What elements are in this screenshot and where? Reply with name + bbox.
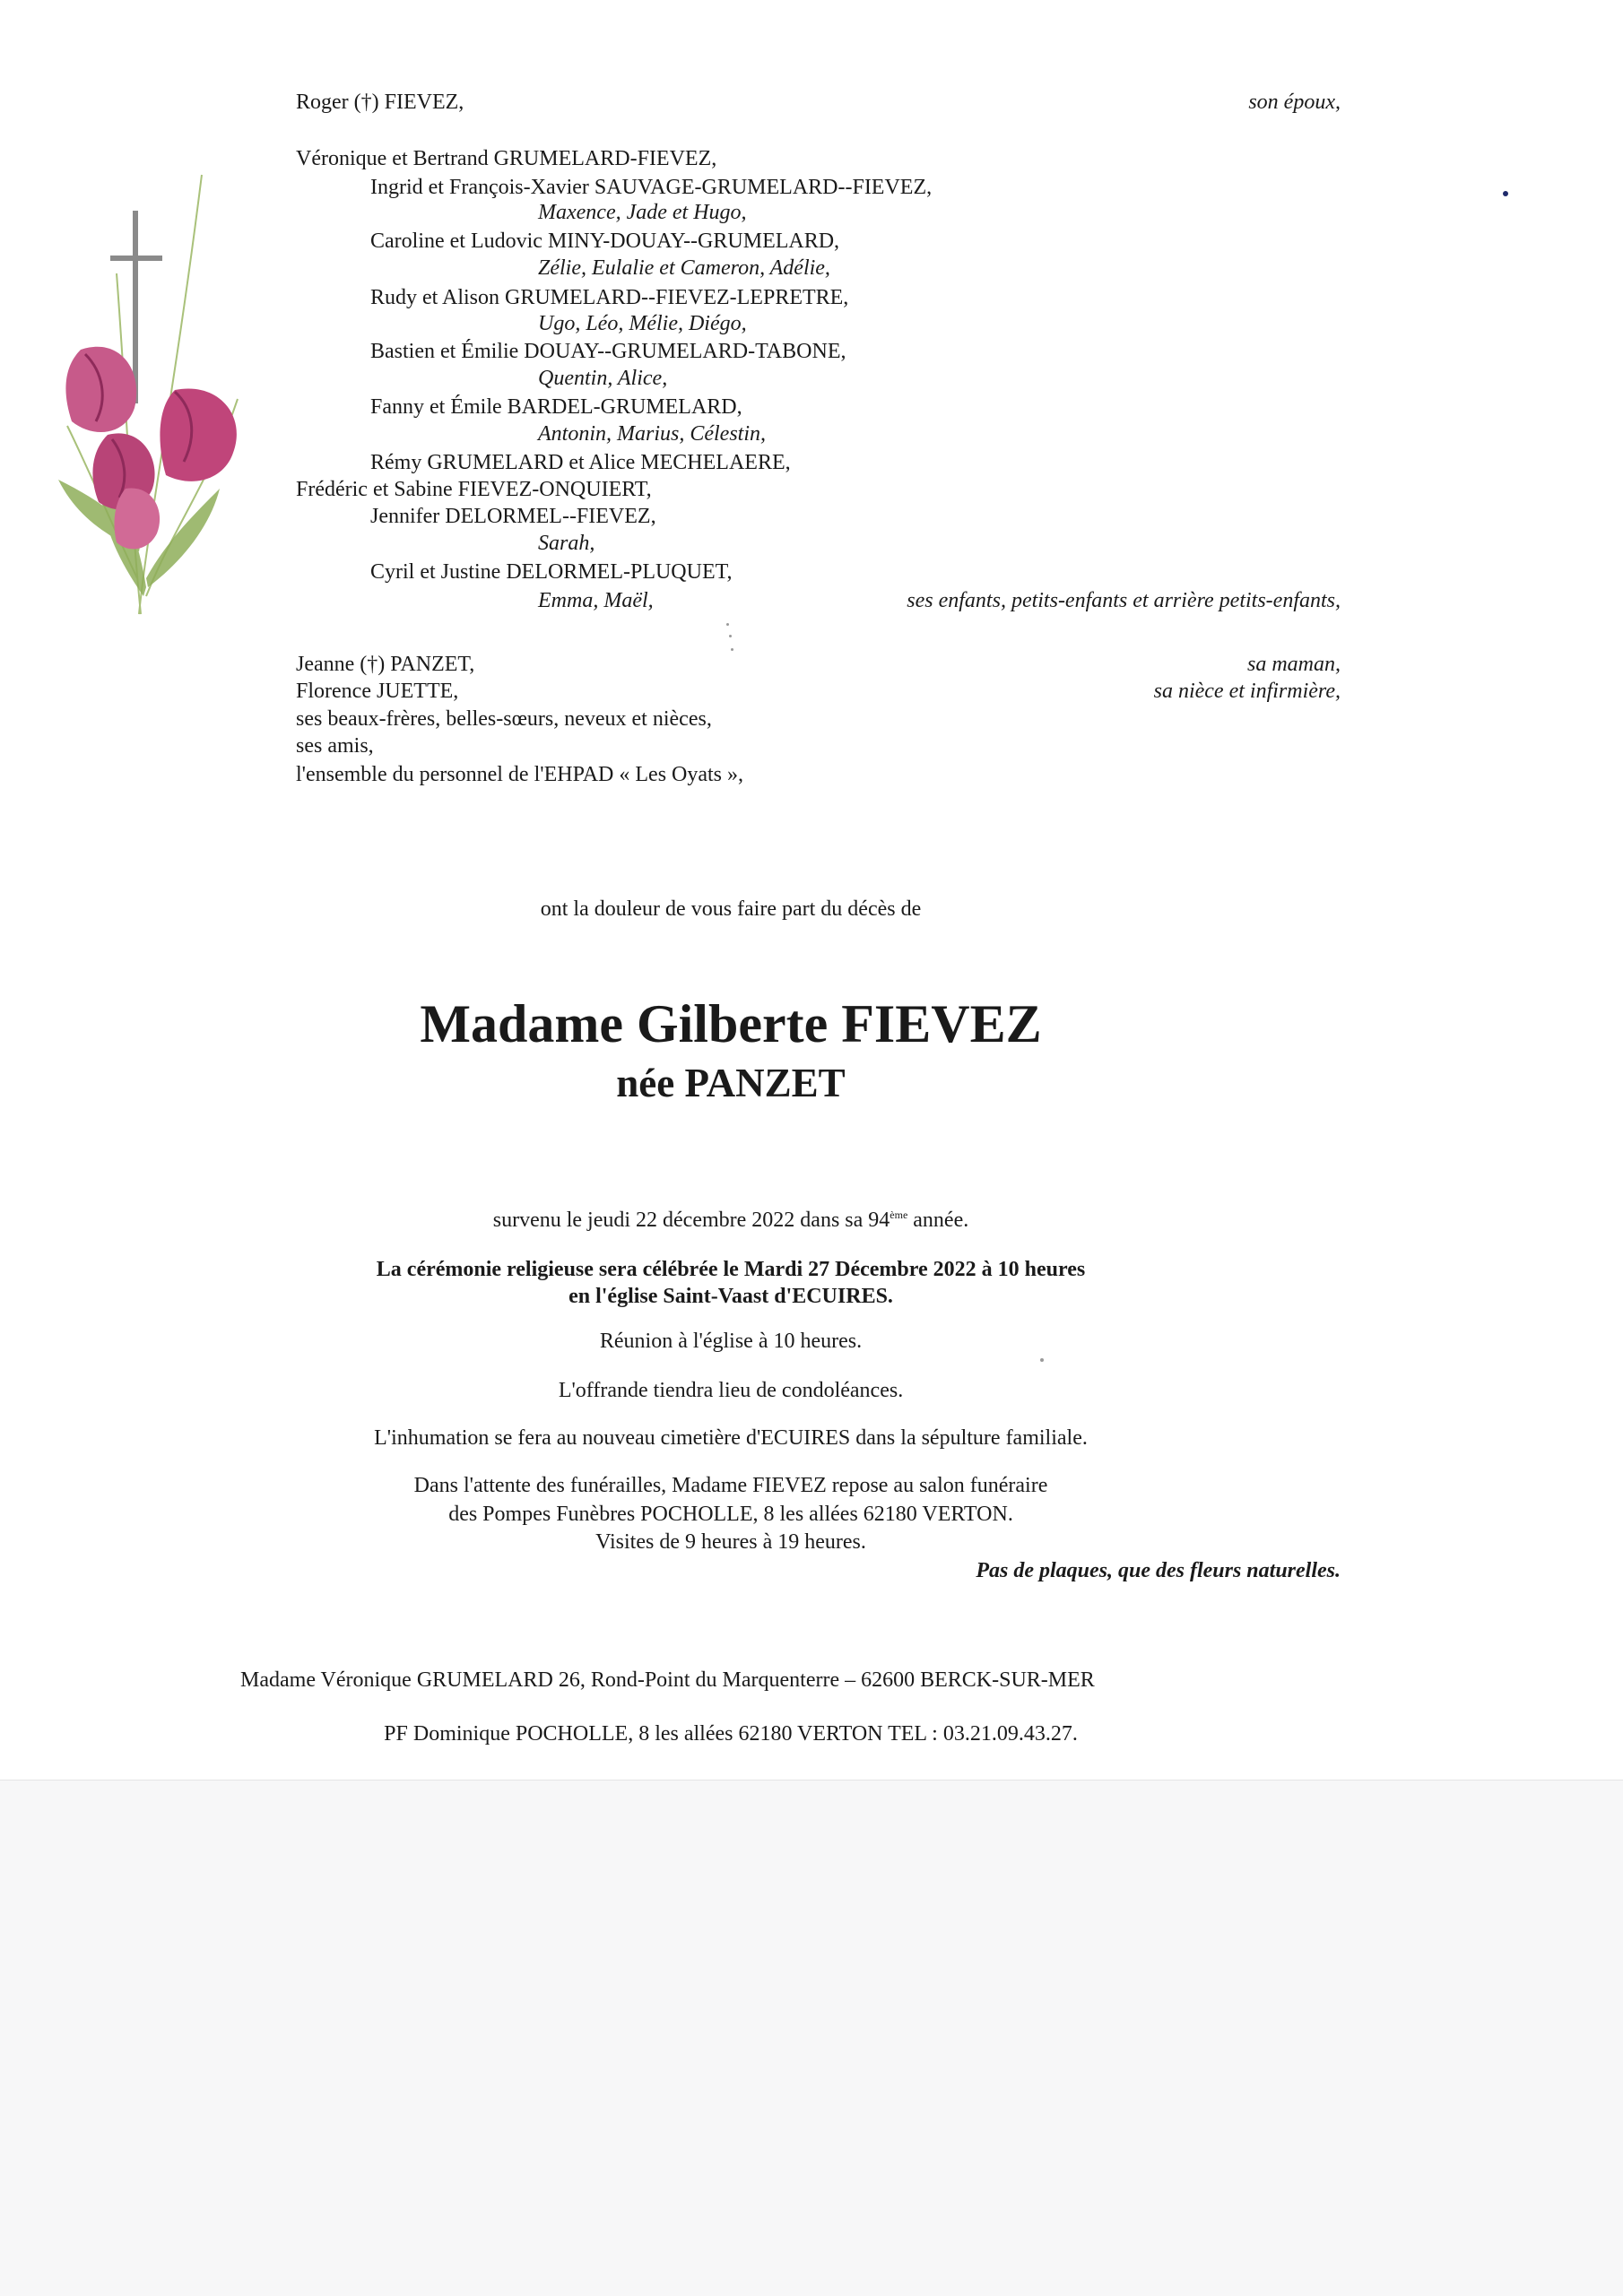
- scan-dot: [729, 635, 732, 637]
- others-line: ses beaux-frères, belles-sœurs, neveux et nièces,: [296, 707, 712, 731]
- ceremony-location: en l'église Saint-Vaast d'ECUIRES.: [568, 1285, 893, 1308]
- scan-dot: [731, 648, 733, 651]
- spouse-name: Roger (†) FIEVEZ,: [296, 91, 464, 114]
- others-line: ses amis,: [296, 734, 374, 758]
- repose-line: Dans l'attente des funérailles, Madame FIEVEZ repose au salon funéraire: [413, 1474, 1048, 1497]
- grandchildren-line: Emma, Maël,: [538, 589, 654, 612]
- page-bottom-blank: [0, 1780, 1623, 2296]
- grandchildren-line: Ugo, Léo, Mélie, Diégo,: [538, 312, 747, 335]
- repose-line: des Pompes Funèbres POCHOLLE, 8 les allées 62180 VERTON.: [448, 1503, 1013, 1526]
- family-line: Véronique et Bertrand GRUMELARD-FIEVEZ,: [296, 147, 717, 170]
- spouse-relation: son époux,: [1248, 91, 1341, 114]
- visits-line: Visites de 9 heures à 19 heures.: [595, 1530, 866, 1554]
- grandchildren-line: Sarah,: [538, 532, 595, 555]
- announcement-intro: ont la douleur de vous faire part du décès de: [540, 897, 922, 921]
- scan-speck: [1503, 191, 1508, 196]
- family-line: Jennifer DELORMEL--FIEVEZ,: [370, 505, 656, 528]
- grandchildren-line: Quentin, Alice,: [538, 367, 668, 390]
- burial-line: L'inhumation se fera au nouveau cimetière d'ECUIRES dans la sépulture familiale.: [374, 1426, 1088, 1450]
- scan-dot: [1040, 1358, 1044, 1362]
- family-line: Fanny et Émile BARDEL-GRUMELARD,: [370, 395, 742, 419]
- others-line: l'ensemble du personnel de l'EHPAD « Les Oyats »,: [296, 763, 744, 786]
- family-line: Caroline et Ludovic MINY-DOUAY--GRUMELARD,: [370, 230, 840, 253]
- grandchildren-line: Maxence, Jade et Hugo,: [538, 201, 747, 224]
- family-line: Ingrid et François-Xavier SAUVAGE-GRUMELARD--FIEVEZ,: [370, 176, 933, 199]
- family-line: Frédéric et Sabine FIEVEZ-ONQUIERT,: [296, 478, 652, 501]
- children-relation: ses enfants, petits-enfants et arrière petits-enfants,: [907, 589, 1341, 612]
- family-line: Rémy GRUMELARD et Alice MECHELAERE,: [370, 451, 791, 474]
- grandchildren-line: Antonin, Marius, Célestin,: [538, 422, 766, 446]
- deceased-name: Madame Gilberte FIEVEZ: [420, 994, 1042, 1053]
- deceased-maiden-name: née PANZET: [616, 1061, 846, 1105]
- niece-name: Florence JUETTE,: [296, 680, 459, 703]
- scan-dot: [726, 623, 729, 626]
- niece-relation: sa nièce et infirmière,: [1153, 680, 1341, 703]
- mother-name: Jeanne (†) PANZET,: [296, 653, 475, 676]
- family-line: Bastien et Émilie DOUAY--GRUMELARD-TABONE,: [370, 340, 846, 363]
- death-date-line: survenu le jeudi 22 décembre 2022 dans sa 94ème année.: [492, 1209, 969, 1232]
- ceremony-line: La cérémonie religieuse sera célébrée le Mardi 27 Décembre 2022 à 10 heures: [376, 1258, 1086, 1281]
- family-address: Madame Véronique GRUMELARD 26, Rond-Point du Marquenterre – 62600 BERCK-SUR-MER: [240, 1668, 1095, 1692]
- funeral-home-line: PF Dominique POCHOLLE, 8 les allées 62180 VERTON TEL : 03.21.09.43.27.: [384, 1722, 1078, 1746]
- offering-line: L'offrande tiendra lieu de condoléances.: [558, 1379, 904, 1402]
- flowers-note: Pas de plaques, que des fleurs naturelles.: [976, 1559, 1341, 1582]
- calla-lily-cross-illustration: [40, 166, 251, 632]
- family-line: Cyril et Justine DELORMEL-PLUQUET,: [370, 560, 733, 584]
- family-line: Rudy et Alison GRUMELARD--FIEVEZ-LEPRETRE,: [370, 286, 849, 309]
- meeting-line: Réunion à l'église à 10 heures.: [599, 1330, 863, 1353]
- mother-relation: sa maman,: [1246, 653, 1341, 676]
- grandchildren-line: Zélie, Eulalie et Cameron, Adélie,: [538, 256, 830, 280]
